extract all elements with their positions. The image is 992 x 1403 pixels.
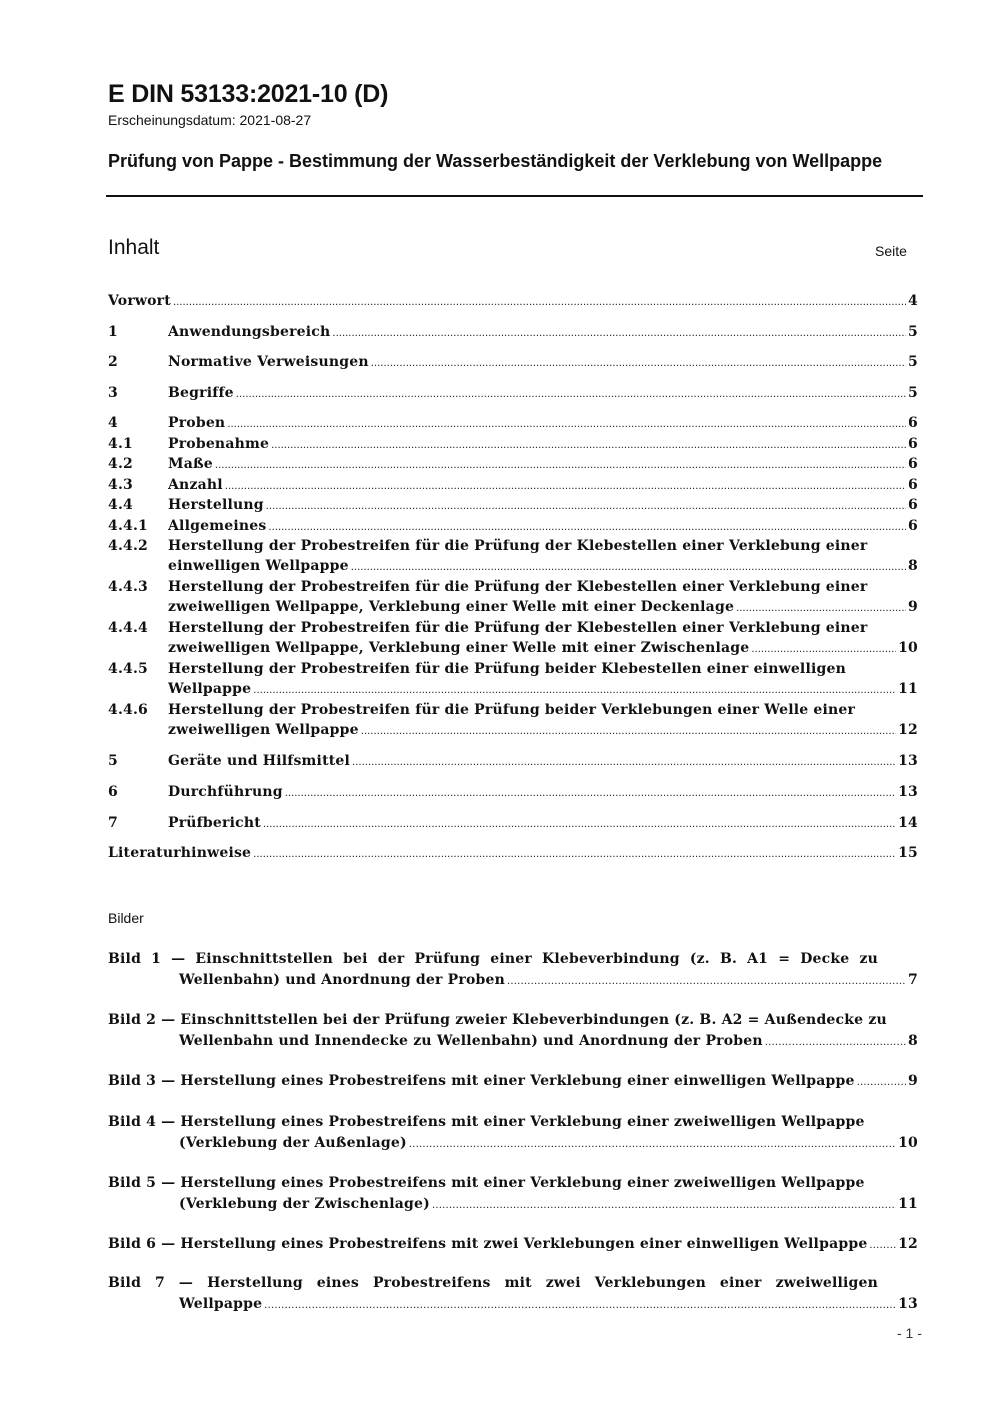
figure-entry-page: 11 bbox=[898, 1196, 918, 1212]
figure-entry-title-line1: Bild 7 — Herstellung eines Probestreifens mit zwei Verklebungen einer zweiwelligen bbox=[108, 1275, 878, 1291]
figure-entry-title-line2: (Verklebung der Außenlage) bbox=[179, 1135, 407, 1151]
toc-entry-page: 5 bbox=[908, 324, 918, 340]
toc-page-column-label: Seite bbox=[875, 243, 907, 259]
toc-entry-number: 1 bbox=[108, 324, 118, 340]
figure-entry-7[interactable] bbox=[108, 1273, 918, 1316]
toc-entry-title: Proben bbox=[168, 415, 226, 431]
toc-entry-page: 6 bbox=[908, 456, 918, 472]
figure-entry-4[interactable] bbox=[108, 1112, 918, 1155]
toc-entry-page: 6 bbox=[908, 477, 918, 493]
toc-entry-number: 7 bbox=[108, 815, 118, 831]
figure-entry-page: 7 bbox=[908, 972, 918, 988]
toc-entry-number: 4.4.2 bbox=[108, 538, 148, 554]
figure-entry-title-line2: Wellenbahn und Innendecke zu Wellenbahn) und Anordnung der Proben bbox=[179, 1033, 763, 1049]
toc-entry-page: 13 bbox=[898, 784, 918, 800]
figure-entry-5[interactable] bbox=[108, 1173, 918, 1216]
toc-entry-title-line1: Herstellung der Probestreifen für die Prüfung beider Verklebungen einer Welle einer bbox=[168, 702, 856, 718]
toc-entry-title: Vorwort bbox=[108, 293, 171, 309]
figure-entry-title-line1: Bild 2 — Einschnittstellen bei der Prüfung zweier Klebeverbindungen (z. B. A2 = Außendecke zu bbox=[108, 1012, 887, 1028]
document-title: Prüfung von Pappe - Bestimmung der Wasserbeständigkeit der Verklebung von Wellpappe bbox=[108, 151, 883, 171]
toc-entry-title: Probenahme bbox=[168, 436, 270, 452]
figure-entry-6[interactable] bbox=[108, 1234, 918, 1256]
figure-entry-title-line2: Wellenbahn) und Anordnung der Proben bbox=[179, 972, 505, 988]
toc-entry-title: Normative Verweisungen bbox=[168, 354, 369, 370]
toc-entry-4-4-4[interactable] bbox=[108, 618, 918, 659]
figure-entry-title-line2: (Verklebung der Zwischenlage) bbox=[179, 1196, 430, 1212]
figure-entry-1[interactable] bbox=[108, 949, 918, 992]
toc-entry-page: 15 bbox=[898, 845, 918, 861]
toc-entry-number: 5 bbox=[108, 753, 118, 769]
toc-entry-page: 4 bbox=[908, 293, 918, 309]
toc-entry-number: 4.2 bbox=[108, 456, 133, 472]
toc-entry-title-line2: zweiwelligen Wellpappe, Verklebung einer Welle mit einer Zwischenlage bbox=[168, 640, 750, 656]
toc-entry-title: Geräte und Hilfsmittel bbox=[168, 753, 351, 769]
toc-entry-number: 4.1 bbox=[108, 436, 133, 452]
toc-entry-page: 6 bbox=[908, 436, 918, 452]
toc-entry-title: Durchführung bbox=[168, 784, 283, 800]
figure-entry-page: 12 bbox=[898, 1236, 918, 1252]
figure-entry-page: 9 bbox=[908, 1073, 918, 1089]
toc-entry-title: Anzahl bbox=[168, 477, 223, 493]
toc-entry-number: 3 bbox=[108, 385, 118, 401]
toc-entry-number: 2 bbox=[108, 354, 118, 370]
toc-entry-page: 10 bbox=[898, 640, 918, 656]
toc-entry-title-line1: Herstellung der Probestreifen für die Prüfung beider Klebestellen einer einwelligen bbox=[168, 661, 846, 677]
toc-entry-title-line1: Herstellung der Probestreifen für die Prüfung der Klebestellen einer Verklebung einer bbox=[168, 620, 868, 636]
figure-entry-3[interactable] bbox=[108, 1071, 918, 1093]
toc-entry-number: 4.4.6 bbox=[108, 702, 148, 718]
figure-entry-title-line2: Wellpappe bbox=[179, 1296, 263, 1312]
toc-entry-number: 4 bbox=[108, 415, 118, 431]
title-divider bbox=[106, 195, 923, 197]
toc-entry-4-4-6[interactable] bbox=[108, 700, 918, 741]
toc-entry-page: 5 bbox=[908, 354, 918, 370]
toc-entry-page: 6 bbox=[908, 497, 918, 513]
toc-entry-title: Begriffe bbox=[168, 385, 234, 401]
document-id: E DIN 53133:2021-10 (D) bbox=[108, 80, 389, 108]
toc-entry-title-line2: Wellpappe bbox=[168, 681, 252, 697]
toc-entry-title-line2: zweiwelligen Wellpappe, Verklebung einer Welle mit einer Deckenlage bbox=[168, 599, 735, 615]
figure-entry-title-line1: Bild 3 — Herstellung eines Probestreifens mit einer Verklebung einer einwelligen Wellpappe bbox=[108, 1073, 855, 1089]
toc-entry-4-4-5[interactable] bbox=[108, 659, 918, 700]
toc-entry-title: Literaturhinweise bbox=[108, 845, 252, 861]
toc-entry-page: 6 bbox=[908, 518, 918, 534]
toc-entry-title-line2: einwelligen Wellpappe bbox=[168, 558, 349, 574]
toc-entry-4-4-3[interactable] bbox=[108, 577, 918, 618]
toc-entry-vorwort[interactable] bbox=[108, 291, 918, 313]
toc-entry-4-4-2[interactable] bbox=[108, 536, 918, 577]
figure-entry-title-line1: Bild 6 — Herstellung eines Probestreifens mit zwei Verklebungen einer einwelligen Wellpappe bbox=[108, 1236, 868, 1252]
figure-entry-title-line1: Bild 4 — Herstellung eines Probestreifens mit einer Verklebung einer zweiwelligen Wellpappe bbox=[108, 1114, 865, 1130]
toc-entry-page: 9 bbox=[908, 599, 918, 615]
toc-entry-page: 12 bbox=[898, 722, 918, 738]
toc-entry-page: 8 bbox=[908, 558, 918, 574]
figure-entry-title-line1: Bild 1 — Einschnittstellen bei der Prüfung einer Klebeverbindung (z. B. A1 = Decke zu bbox=[108, 951, 878, 967]
toc-entry-number: 4.4.3 bbox=[108, 579, 148, 595]
toc-entry-title: Maße bbox=[168, 456, 213, 472]
toc-entry-title: Anwendungsbereich bbox=[168, 324, 331, 340]
toc-entry-number: 4.4.5 bbox=[108, 661, 148, 677]
toc-entry-page: 6 bbox=[908, 415, 918, 431]
toc-entry-page: 13 bbox=[898, 753, 918, 769]
toc-entry-title-line1: Herstellung der Probestreifen für die Prüfung der Klebestellen einer Verklebung einer bbox=[168, 579, 868, 595]
page-number: - 1 - bbox=[897, 1325, 922, 1341]
toc-entry-number: 4.4.1 bbox=[108, 518, 148, 534]
toc-heading: Inhalt bbox=[108, 236, 160, 259]
figure-entry-page: 8 bbox=[908, 1033, 918, 1049]
figure-entry-page: 13 bbox=[898, 1296, 918, 1312]
toc-entry-title: Allgemeines bbox=[168, 518, 267, 534]
toc-entry-title-line2: zweiwelligen Wellpappe bbox=[168, 722, 359, 738]
toc-entry-page: 5 bbox=[908, 385, 918, 401]
figure-entry-page: 10 bbox=[898, 1135, 918, 1151]
toc-entry-literaturhinweise[interactable] bbox=[108, 843, 918, 865]
toc-entry-number: 4.4 bbox=[108, 497, 133, 513]
toc-entry-number: 4.3 bbox=[108, 477, 133, 493]
toc-entry-page: 11 bbox=[898, 681, 918, 697]
publication-date: Erscheinungsdatum: 2021-08-27 bbox=[108, 112, 312, 128]
toc-entry-page: 14 bbox=[898, 815, 918, 831]
toc-entry-title-line1: Herstellung der Probestreifen für die Prüfung der Klebestellen einer Verklebung einer bbox=[168, 538, 868, 554]
toc-entry-title: Prüfbericht bbox=[168, 815, 261, 831]
figure-entry-2[interactable] bbox=[108, 1010, 918, 1053]
figure-entry-title-line1: Bild 5 — Herstellung eines Probestreifens mit einer Verklebung einer zweiwelligen Wellpappe bbox=[108, 1175, 865, 1191]
toc-entry-title: Herstellung bbox=[168, 497, 264, 513]
toc-entry-number: 6 bbox=[108, 784, 118, 800]
figures-heading: Bilder bbox=[108, 910, 144, 926]
toc-entry-number: 4.4.4 bbox=[108, 620, 148, 636]
